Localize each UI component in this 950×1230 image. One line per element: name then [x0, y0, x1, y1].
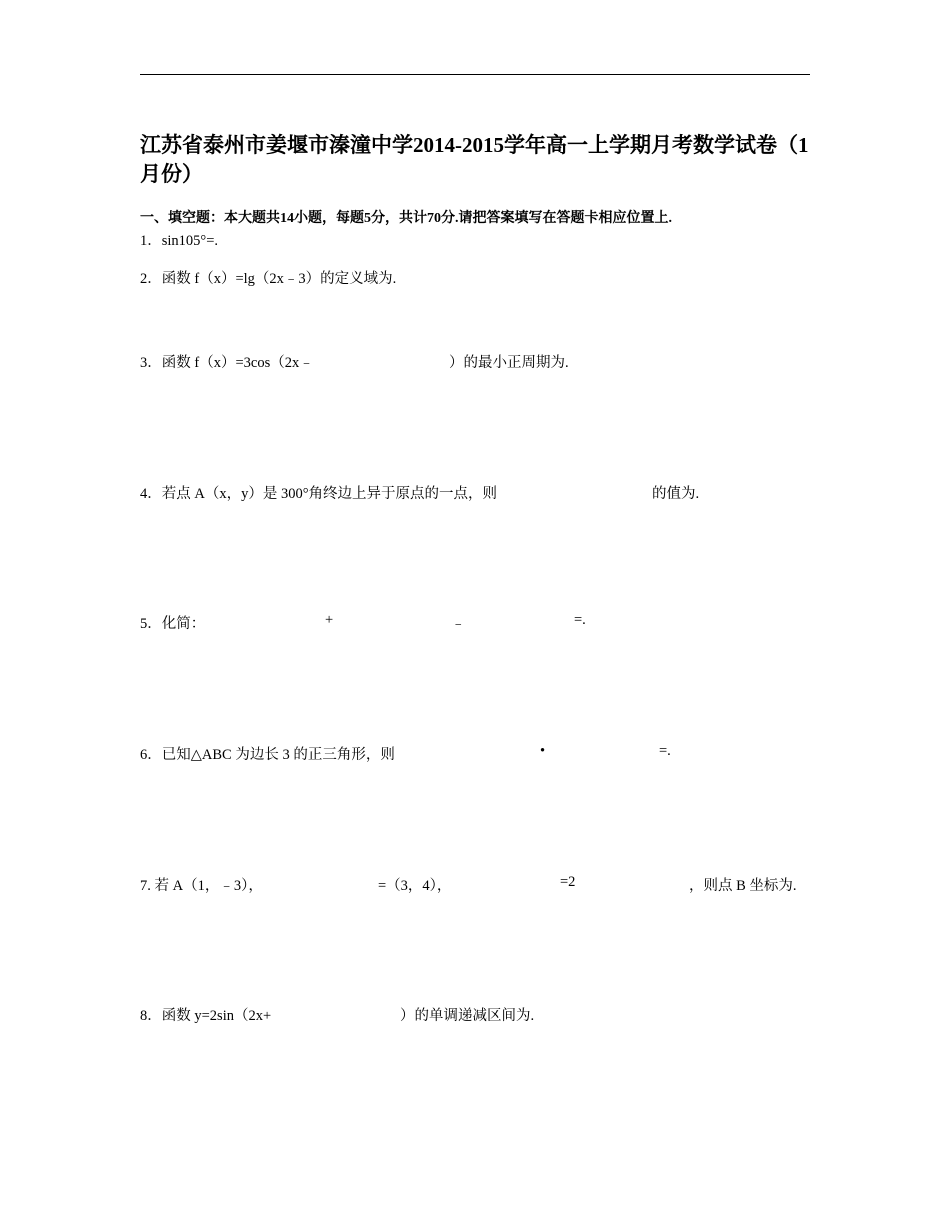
- question-2-text: 2．函数 f（x）=lg（2x﹣3）的定义域为.: [140, 271, 397, 287]
- header-rule: [140, 74, 810, 75]
- question-8-part-2: ）的单调递减区间为.: [400, 1008, 535, 1024]
- question-5-plus: +: [325, 612, 334, 628]
- question-7-part-3: =2: [560, 874, 576, 890]
- question-7-part-4: ，则点 B 坐标为.: [689, 878, 797, 894]
- section-heading: 一、填空题：本大题共14小题，每题5分，共计70分.请把答案填写在答题卡相应位置上.: [140, 211, 672, 226]
- document-title: 江苏省泰州市姜堰市溱潼中学2014-2015学年高一上学期月考数学试卷（1月份）: [140, 133, 809, 186]
- question-2: [140, 267, 396, 288]
- question-8-part-1: 8．函数 y=2sin（2x+: [140, 1008, 272, 1024]
- question-4-part-2: 的值为.: [652, 486, 700, 502]
- question-1-text: 1．sin105°=.: [140, 233, 219, 249]
- question-6-dot: •: [540, 743, 546, 759]
- question-1: [140, 229, 218, 250]
- question-4-part-1: 4．若点 A（x，y）是 300°角终边上异于原点的一点，则: [140, 486, 498, 502]
- question-7-part-1: 7. 若 A（1，﹣3），: [140, 878, 263, 894]
- question-5-minus: ﹣: [451, 616, 466, 632]
- question-7-part-2: =（3，4），: [378, 878, 452, 894]
- question-5-part-4: =.: [574, 612, 586, 628]
- question-6-part-3: =.: [659, 743, 671, 759]
- question-6-part-1: 6．已知△ABC 为边长 3 的正三角形，则: [140, 747, 395, 763]
- question-5-part-1: 5．化简：: [140, 616, 206, 632]
- question-3-part-2: ）的最小正周期为.: [449, 355, 569, 371]
- question-3-part-1: 3．函数 f（x）=3cos（2x﹣: [140, 355, 314, 371]
